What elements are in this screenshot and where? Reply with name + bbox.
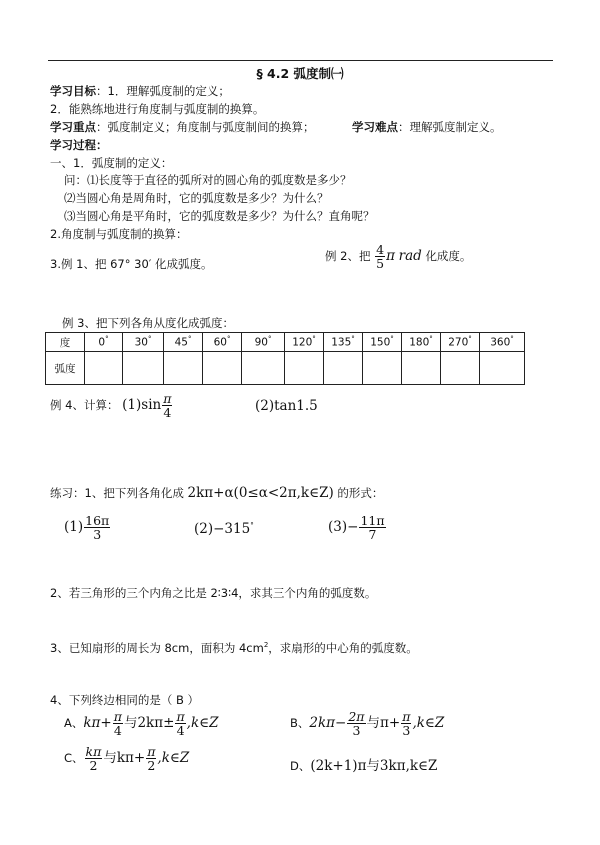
fraction: $\frac{\pi}{4}$ [176, 709, 185, 739]
table-row [46, 352, 525, 385]
question-2: ⑵当圆心角是周角时，它的弧度数是多少？为什么？ [64, 191, 329, 205]
table-cell: 90° [242, 333, 285, 352]
table-cell [402, 352, 441, 385]
option-a: A、kπ+ $\frac{\pi}{4}$ 与2kπ± $\frac{\pi}{4}$ ,k∈Z [64, 709, 219, 739]
example-2: 例 2、把 $\frac{4}{5}$ π rad 化成度。 [325, 242, 472, 272]
table-cell: 270° [441, 333, 480, 352]
fraction: $\frac{k\pi}{2}$ [85, 744, 102, 774]
example-4-part-2: (2)tan1.5 [255, 398, 318, 414]
table-cell [164, 352, 203, 385]
fraction: $\frac{\pi}{4}$ [113, 709, 122, 739]
table-cell: 135° [324, 333, 363, 352]
table-cell [242, 352, 285, 385]
learning-difficulty: 学习难点：理解弧度制定义。 [352, 120, 502, 134]
learning-goal: 学习目标：1．理解弧度制的定义； [50, 84, 230, 98]
fraction: $\frac{16\pi}{3}$ [85, 513, 110, 543]
practice-1: 练习：1、把下列各角化成 2kπ+α(0≤α<2π,k∈Z) 的形式： [50, 485, 384, 501]
option-c: C、 $\frac{k\pi}{2}$ 与kπ+ $\frac{\pi}{2}$ ,k∈Z [64, 744, 190, 774]
table-cell [203, 352, 242, 385]
table-cell [480, 352, 525, 385]
page-title: § 4.2 弧度制㈠ [256, 66, 344, 81]
practice-1-item-2: (2)−315° [194, 521, 254, 537]
question-3: ⑶当圆心角是平角时，它的弧度数是多少？为什么？直角呢？ [64, 209, 375, 223]
table-header-degree: 度 [46, 333, 85, 352]
table-cell [363, 352, 402, 385]
table-cell [324, 352, 363, 385]
section-2: 2.角度制与弧度制的换算： [50, 227, 188, 241]
practice-2: 2、若三角形的三个内角之比是 2∶3∶4，求其三个内角的弧度数。 [50, 586, 377, 600]
question-1: 问：⑴长度等于直径的弧所对的圆心角的弧度数是多少？ [64, 173, 352, 187]
learning-focus: 学习重点：弧度制定义；角度制与弧度制间的换算； [50, 120, 315, 134]
example-1: 3.例 1、把 67° 30′ 化成弧度。 [50, 257, 213, 271]
header-rule [48, 60, 553, 61]
fraction: $\frac{11\pi}{7}$ [360, 513, 385, 543]
table-cell [85, 352, 123, 385]
practice-3: 3、已知扇形的周长为 8cm，面积为 $4cm^2$，求扇形的中心角的弧度数。 [50, 641, 418, 655]
example-3: 例 3、把下列各角从度化成弧度： [62, 316, 234, 330]
fraction: $\frac{4}{5}$ [376, 242, 385, 272]
learning-goal-2: 2．能熟练地进行角度制与弧度制的换算。 [50, 102, 265, 116]
fraction: $\frac{\pi}{2}$ [147, 744, 156, 774]
table-header-radian: 弧度 [46, 352, 85, 385]
table-cell: 120° [285, 333, 324, 352]
fraction: $\frac{\pi}{3}$ [402, 709, 411, 739]
practice-1-item-3: (3)− $\frac{11\pi}{7}$ [328, 513, 385, 543]
table-cell: 30° [123, 333, 164, 352]
table-cell: 60° [203, 333, 242, 352]
table-cell: 180° [402, 333, 441, 352]
table-cell: 360° [480, 333, 525, 352]
practice-4: 4、下列终边相同的是（ B ） [50, 693, 200, 707]
process-heading: 学习过程： [50, 138, 108, 152]
table-cell: 150° [363, 333, 402, 352]
section-1: 一、1．弧度制的定义： [50, 156, 173, 170]
practice-1-item-1: (1) $\frac{16\pi}{3}$ [64, 513, 110, 543]
table-cell: 45° [164, 333, 203, 352]
table-cell: 0° [85, 333, 123, 352]
table-cell [123, 352, 164, 385]
table-cell [285, 352, 324, 385]
table-cell [441, 352, 480, 385]
fraction: $\frac{\pi}{4}$ [163, 391, 172, 421]
option-d: D、(2k+1)π与3kπ,k∈Z [290, 758, 438, 774]
table-row [46, 333, 525, 352]
fraction: $\frac{2\pi}{3}$ [348, 709, 365, 739]
example-4: 例 4、计算： (1)sin $\frac{\pi}{4}$ [50, 391, 172, 421]
degree-radian-table [45, 332, 525, 385]
option-b: B、2kπ− $\frac{2\pi}{3}$ 与π+ $\frac{\pi}{3}$ ,k∈Z [290, 709, 445, 739]
